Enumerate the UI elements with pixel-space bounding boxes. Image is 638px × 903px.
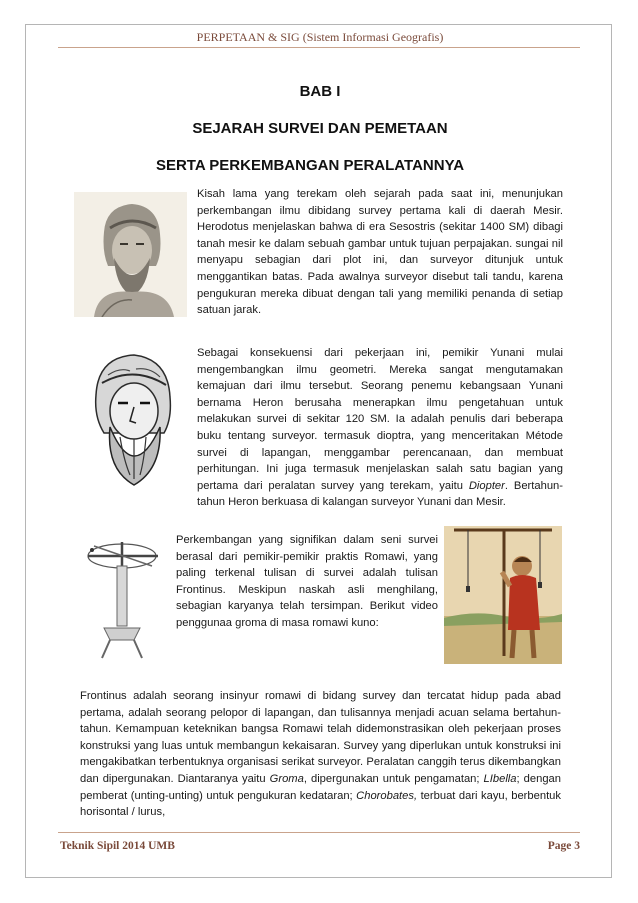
chorobates-term: Chorobates, xyxy=(356,789,418,802)
herodotus-portrait-image xyxy=(74,192,187,317)
diopter-term: Diopter xyxy=(468,479,505,492)
chapter-title: SEJARAH SURVEI DAN PEMETAAN xyxy=(192,120,448,137)
chapter-subtitle: SERTA PERKEMBANGAN PERALATANNYA xyxy=(155,157,465,174)
groma-term: Groma xyxy=(269,772,304,785)
chapter-label: BAB I xyxy=(299,83,341,100)
header-rule xyxy=(58,47,580,48)
paragraph-egypt-survey: Kisah lama yang terekam oleh sejarah pada saat ini, menunjukan perkembangan ilmu dibidang survey pertama kali di daerah Mesir. Herodotus menjelaskan bahwa di era Sesostris (sekitar 1400 SM) dibagi tanah mesir ke dalam sebuah gambar untuk tujuan perpajakan. sungai nil menyapu sebagian dari plot ini, dan surveyor ditunjuk untuk menggantikan batas. Pada awalnya surveyor disebut tali tandu, karena pengukuran mereka dibuat dengan tali yang memiliki penanda di setiap satuan jarak. xyxy=(197,188,563,317)
paragraph-frontinus-intro: Perkembangan yang signifikan dalam seni survei berasal dari pemikir-pemikir praktis Romawi, yang paling terkenal tulisan di survei adalah tulisan Frontinus. Meskipun naskah asli menghilang, sebagian karyanya telah tersimpan. Berikut video penggunaa groma di masa romawi kuno: xyxy=(176,534,438,629)
groma-instrument-image xyxy=(74,532,172,662)
footer-course-label: Teknik Sipil 2014 UMB xyxy=(60,840,175,852)
running-header: PERPETAAN & SIG (Sistem Informasi Geografis) xyxy=(196,30,444,44)
footer-rule xyxy=(58,832,580,833)
roman-surveyor-image xyxy=(444,526,562,664)
heron-portrait-image xyxy=(74,345,188,493)
page-number: Page 3 xyxy=(547,840,580,852)
paragraph-heron: Sebagai konsekuensi dari pekerjaan ini, pemikir Yunani mulai mengembangkan ilmu geometri. Mereka sangat mengutamakan kemajuan dari ilmu tersebut. Seorang penemu kebangsaan Yunani bernama Heron berusaha menerapkan ilmu pengetahuan untuk melakukan survei di sekitar 120 SM. Ia adalah penulis dari beberapa buku tentang surveyor. termasuk dioptra, yang menceritakan Métode survei di lapangan, menggambar perencanaan, dan membuat perhitungan. Ini juga termasuk menjelaskan salah satu bagian yang pertama dari peralatan survey yang terekam, yaitu Diopter. Bertahun-tahun Heron berkuasa di kalangan surveyor Yunani dan Mesir. xyxy=(197,347,563,509)
paragraph-roman-engineering: Frontinus adalah seorang insinyur romawi di bidang survey dan tercatat hidup pada abad pertama, adalah seorang pelopor di lapangan, dan tulisannya menjadi acuan selama bertahun-tahun. Kemampuan keteknikan bangsa Romawi telah didemonstrasikan oleh pekerjaan proses konstruksi yang luas untuk membangun kekaisaran. Survey yang diperlukan untuk konstruksi ini mengakibatkan terbentuknya organisasi serikat surveyor. Peralatan canggih terus dikembangkan dan dipergunakan. Diantaranya yaitu Groma, dipergunakan untuk pengamatan; LIbella; dengan pemberat (unting-unting) untuk pengukuran kedataran; Chorobates, terbuat dari kayu, berbentuk horisontal / lurus, xyxy=(80,690,561,819)
libella-term: LIbella xyxy=(483,772,517,785)
